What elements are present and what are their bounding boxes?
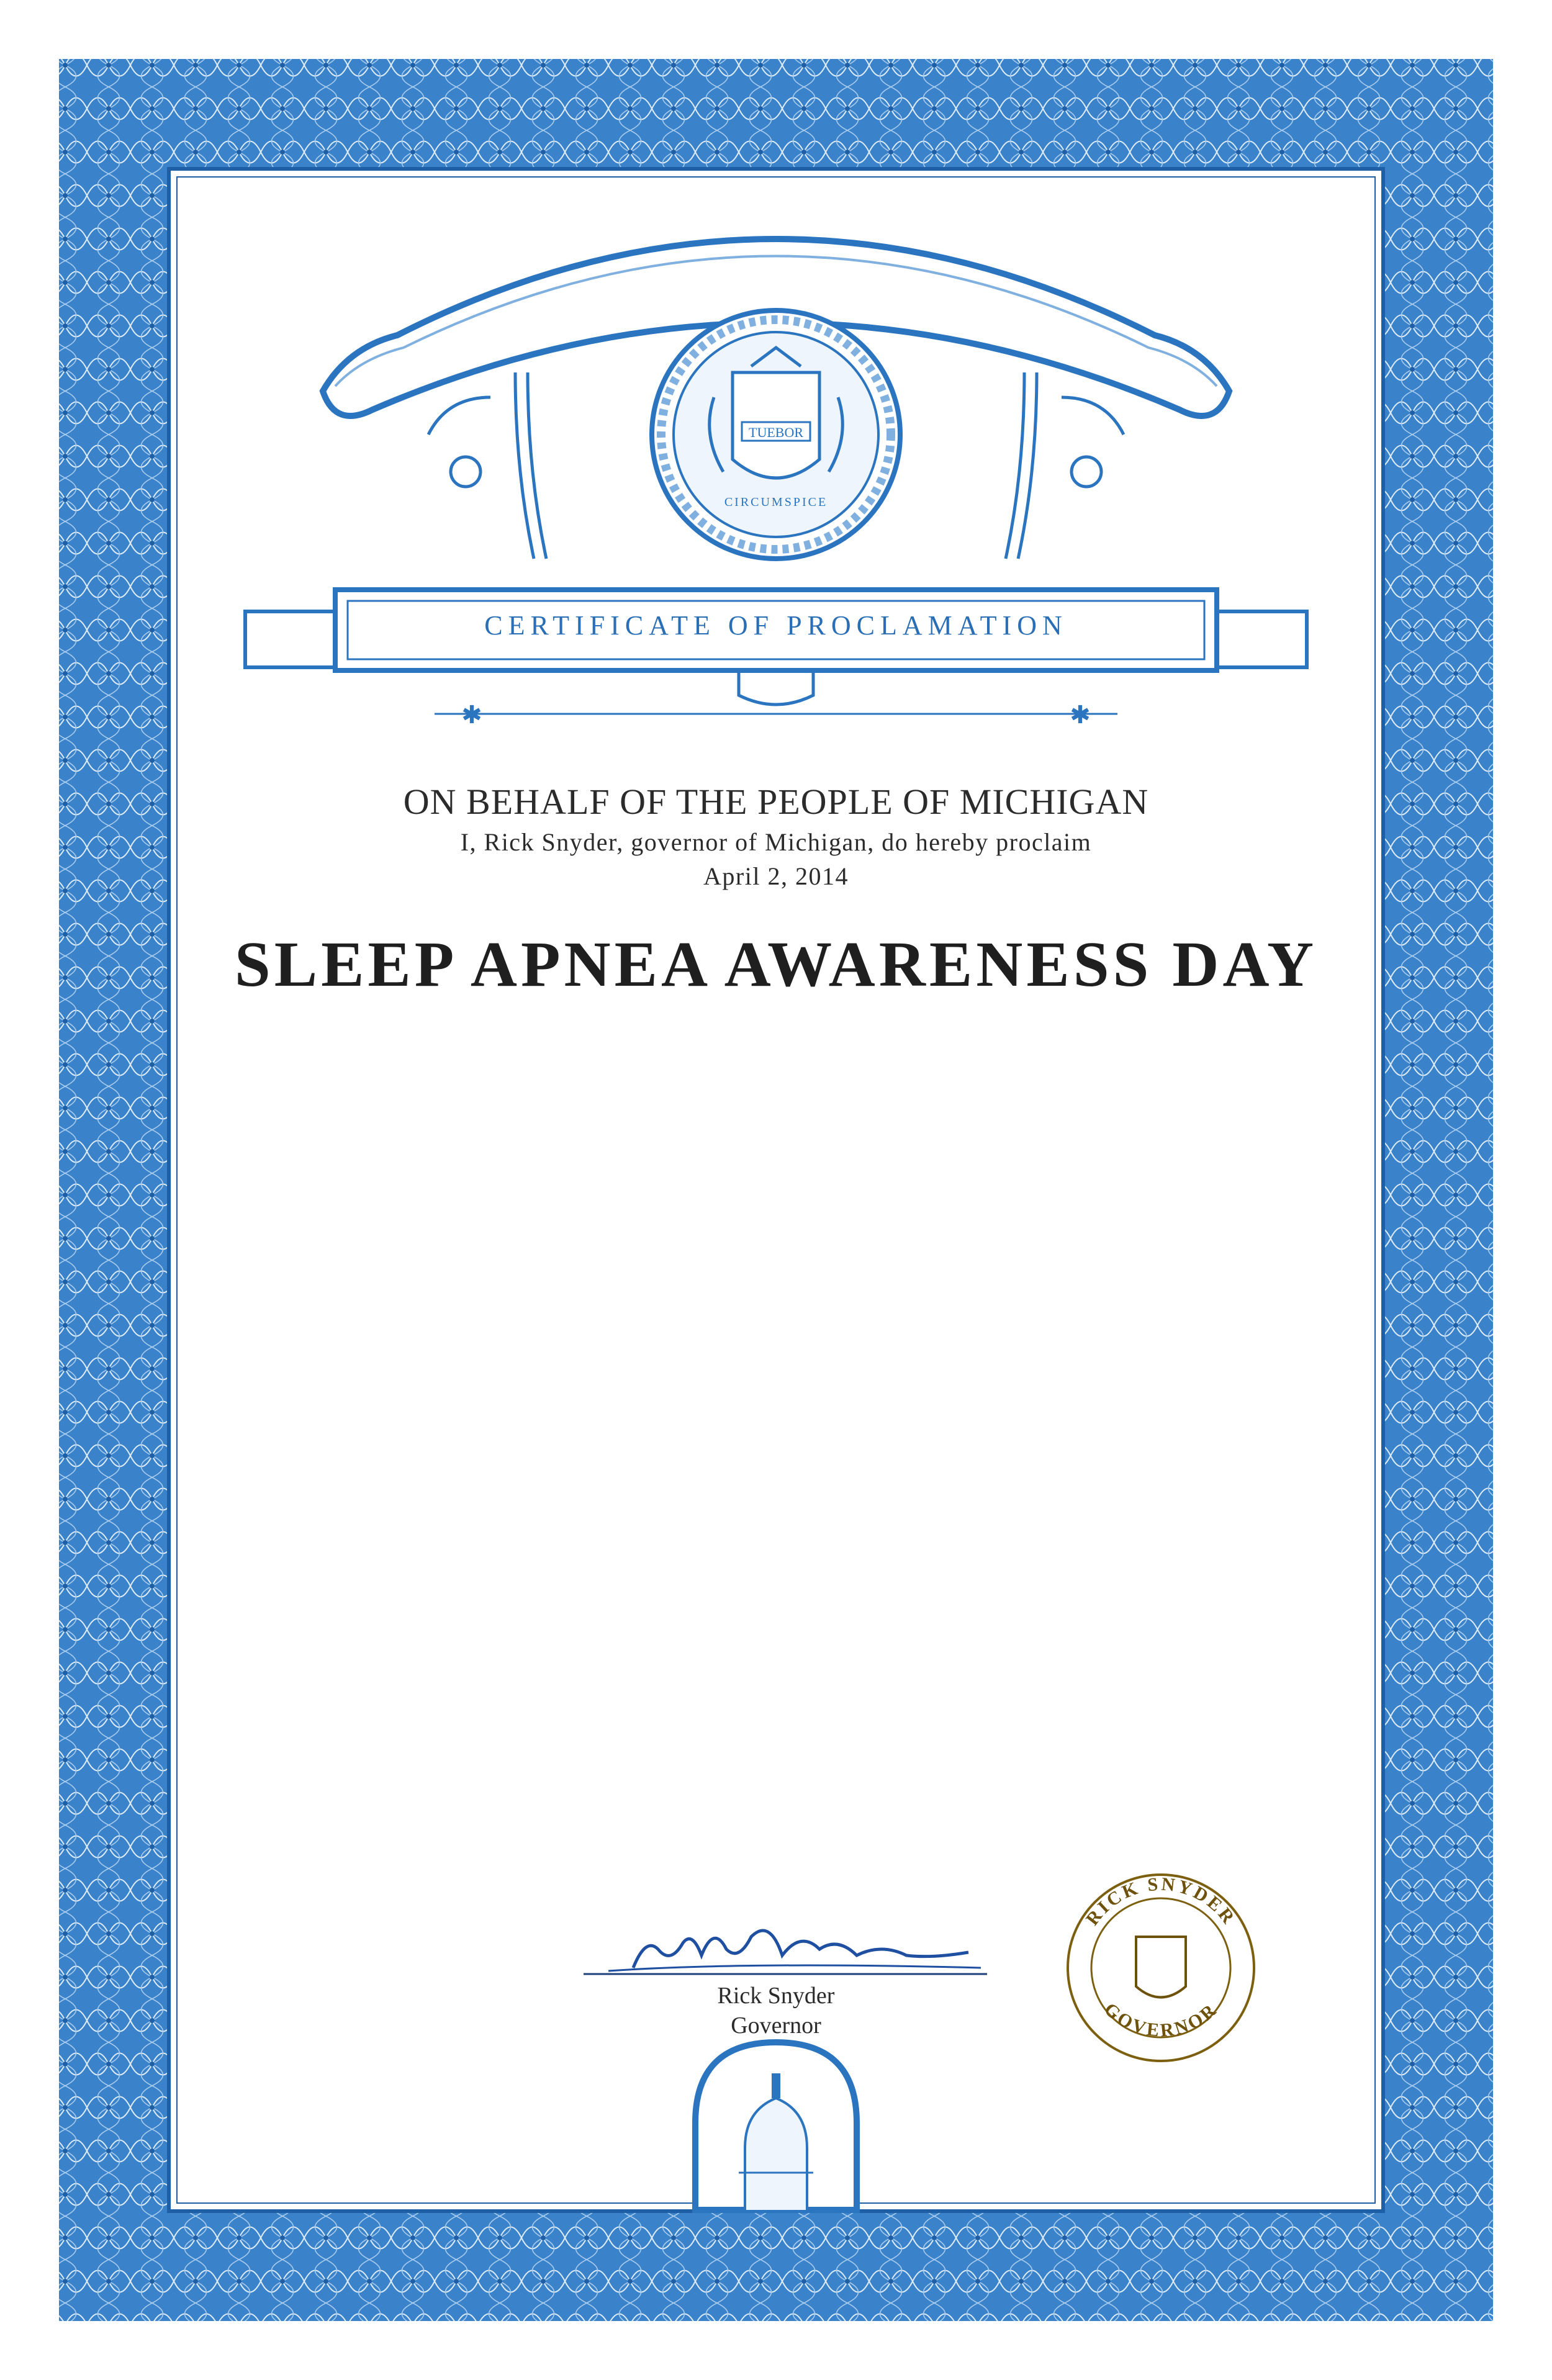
certificate-label: CERTIFICATE OF PROCLAMATION <box>484 610 1068 641</box>
michigan-seal <box>652 310 900 559</box>
signer-name: Rick Snyder <box>717 1983 835 2009</box>
proclaim-line: I, Rick Snyder, governor of Michigan, do hereby proclaim <box>460 828 1092 856</box>
proclamation-title: SLEEP APNEA AWARENESS DAY <box>234 929 1318 1000</box>
behalf-heading: ON BEHALF OF THE PEOPLE OF MICHIGAN <box>403 782 1149 822</box>
svg-text:CIRCUMSPICE: CIRCUMSPICE <box>724 495 828 509</box>
signer-title: Governor <box>731 2013 821 2039</box>
svg-text:GOVERNOR: GOVERNOR <box>1100 1998 1222 2041</box>
capitol-dome-arch <box>695 2042 857 2210</box>
svg-text:RICK SNYDER: RICK SNYDER <box>1081 1873 1240 1929</box>
svg-text:✱: ✱ <box>461 701 482 729</box>
svg-text:TUEBOR: TUEBOR <box>749 425 803 440</box>
svg-text:✱: ✱ <box>1070 701 1091 729</box>
proclamation-date: April 2, 2014 <box>703 862 849 890</box>
